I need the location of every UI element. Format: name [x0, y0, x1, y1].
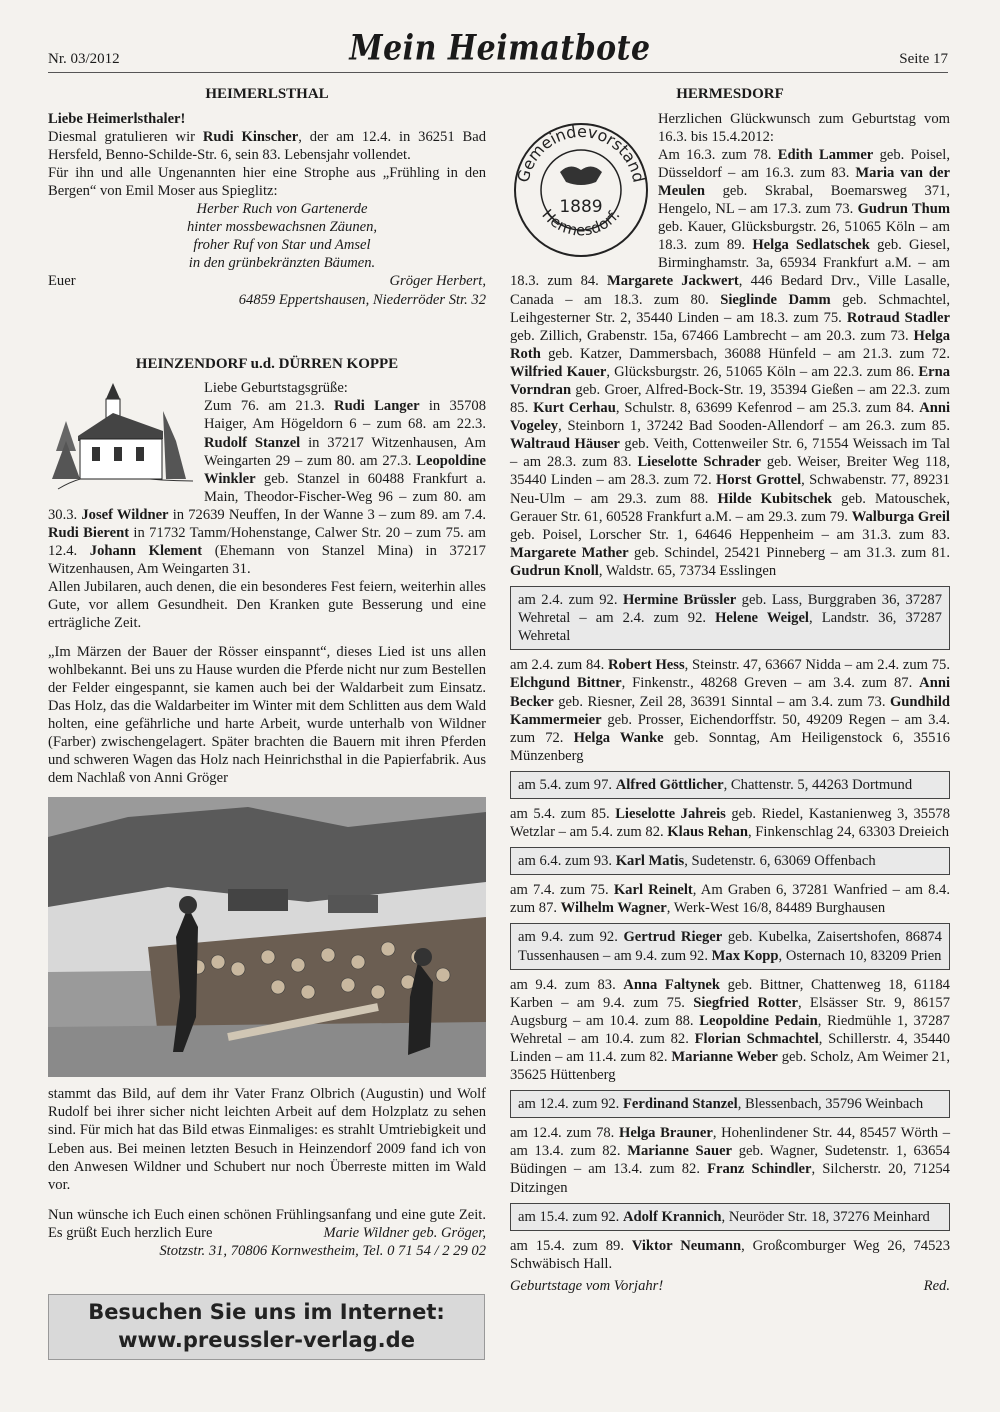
- masthead-logo: Mein Heimatbote: [349, 28, 651, 69]
- hermesdorf-intro: Herzlichen Glückwunsch zum Geburtstag vom 16.3. bis 15.4.2012:: [658, 110, 950, 145]
- birthday-paragraph: am 15.4. zum 89. Viktor Neumann, Großcomburger Weg 26, 74523 Schwäbisch Hall.: [510, 1237, 950, 1272]
- stamp-year: 1889: [559, 196, 603, 217]
- stamp-text-bottom: Hermesdorf.: [538, 205, 624, 240]
- poem-line: froher Ruf von Star und Amsel: [193, 237, 371, 254]
- highlight-box: am 9.4. zum 92. Gertrud Rieger geb. Kubelka, Zaisertshofen, 86874 Tussenhausen – am 9.4. zum 92. Max Kopp, Osternach 10, 83209 Prien: [510, 923, 950, 969]
- highlight-box: am 15.4. zum 92. Adolf Krannich, Neuröder Str. 18, 37276 Meinhard: [510, 1203, 950, 1231]
- highlight-box: am 2.4. zum 92. Hermine Brüssler geb. Lass, Burggraben 36, 37287 Wehretal – am 2.4. zum 92. Helene Weigel, Landstr. 36, 37287 Wehretal: [510, 586, 950, 650]
- hermesdorf-march-birthdays: Am 16.3. zum 78. Edith Lammer geb. Poisel, Düsseldorf – am 16.3. zum 83. Maria van der Meulen geb. Skrabal, Boemarsweg 371, Hengelo, NL – am 17.3. zum 73. Gudrun Thum geb. Kauer, Glücksburgstr. 26, 51065 Köln – am 18.3. zum 89. Helga Sedlatschek geb. Giesel, Birminghamstr. 3a, 65934 Frankfurt a.M. – am 18.3. zum 84. Margarete Jackwert, 446 Bedard Drv., Ville Lasalle, Canada – am 18.3. zum 80. Sieglinde Damm geb. Schmachtel, Leihgesterner Str. 2, 35440 Linden – am 18.3. zum 75. Rotraud Stadler geb. Zillich, Grabenstr. 15a, 67466 Lambrecht – am 20.3. zum 73. Helga Roth geb. Katzer, Dammersbach, 36088 Hünfeld – am 21.3. zum 72. Wilfried Kauer, Glücksburgstr. 26, 51065 Köln – am 22.3. zum 86. Erna Vorndran geb. Groer, Alfred-Bock-Str. 19, 35394 Gießen – am 22.3. zum 85. Kurt Cerhau, Schulstr. 8, 63699 Kefenrod – am 25.3. zum 84. Anni Vogeley, Steinborn 1, 37242 Bad Sooden-Allendorf – am 26.3. zum 85. Waltraud Häuser geb. Veith, Cottenweiler Str. 6, 71554 Weissach im Tal – am 28.3. zum 83. Lieselotte Schrader geb. Weiser, Breiter Weg 118, 35440 Linden – am 28.3. zum 72. Horst Grottel, Schwabenstr. 77, 89231 Neu-Ulm – am 29.3. zum 88. Hilde Kubitschek geb. Matouschek, Gerauer Str. 61, 60528 Frankfurt a.M. – am 29.3. zum 79. Walburga Greil geb. Poisel, Lorscher Str. 1, 64646 Heppenheim – am 31.3. zum 83. Margarete Mather geb. Schindel, 25421 Pinneberg – am 31.3. zum 81. Gudrun Knoll, Waldstr. 65, 73734 Esslingen: [510, 146, 951, 579]
- heinzendorf-greeting: Liebe Geburtstagsgrüße:: [204, 380, 348, 397]
- community-stamp: [510, 112, 652, 260]
- page-header: [0, 0, 1000, 80]
- right-column: [510, 85, 950, 1295]
- section-title-heimerlsthal: HEIMERLSTHAL: [205, 86, 329, 102]
- historic-photo-woodcutters: [48, 797, 486, 1077]
- birthday-paragraph: am 12.4. zum 78. Helga Brauner, Hohenlindener Str. 44, 85457 Wörth – am 13.4. zum 82. Marianne Sauer geb. Wagner, Sudetenstr. 1, 63654 Büdingen – am 13.4. zum 82. Franz Schindler, Silcherstr. 20, 71254 Ditzingen: [510, 1125, 950, 1196]
- highlight-box: am 12.4. zum 92. Ferdinand Stanzel, Blessenbach, 35796 Weinbach: [510, 1090, 950, 1118]
- highlight-box: am 6.4. zum 93. Karl Matis, Sudetenstr. 6, 63069 Offenbach: [510, 847, 950, 875]
- birthday-paragraph: am 7.4. zum 75. Karl Reinelt, Am Graben 6, 37281 Wanfried – am 8.4. zum 87. Wilhelm Wagner, Werk-West 16/8, 84489 Burghausen: [510, 882, 950, 917]
- poem: [78, 200, 486, 272]
- author: Gröger Herbert,: [389, 273, 486, 290]
- author-address: 64859 Eppertshausen, Niederröder Str. 32: [238, 291, 486, 308]
- photo-caption-text: stammt das Bild, auf dem ihr Vater Franz Olbrich (Augustin) und Wolf Rudolf bei ihrer sicher nicht leichten Arbeit auf dem Holzplatz zu sehen sind. Für mich hat das Bild etwas Einmaliges: es strahlt Umtriebigkeit und Leben aus. Bei meinen letzten Besuch in Heinzendorf 2009 fand ich von den Anwesen Wildner und Schubert nur noch Überreste mitten im Wald vor.: [48, 1086, 486, 1193]
- section-title-hermesdorf: HERMESDORF: [676, 86, 784, 102]
- church-illustration: [48, 381, 198, 493]
- poem-line: Herber Ruch von Gartenerde: [196, 201, 368, 218]
- banner-url-link[interactable]: www.preussler-verlag.de: [118, 1328, 415, 1353]
- footer-note: Geburtstage vom Vorjahr!: [510, 1277, 664, 1294]
- hermesdorf-footer: [510, 1277, 950, 1295]
- header-rule: [48, 72, 948, 73]
- poem-line: hinter mossbewachsnen Zäunen,: [186, 219, 378, 236]
- birthday-paragraph: am 5.4. zum 85. Lieselotte Jahreis geb. Riedel, Kastanienweg 3, 35578 Wetzlar – am 5.4. zum 82. Klaus Rehan, Finkenschlag 24, 63303 Dreieich: [510, 805, 950, 841]
- author: Marie Wildner geb. Gröger,: [323, 1224, 486, 1241]
- heinzendorf-wishes: Allen Jubilaren, auch denen, die ein besonderes Fest feiern, weiterhin alles Gute, vor allem Gesundheit. Den Kranken gute Besserung und eine erträgliche Zeit.: [48, 579, 486, 632]
- closing: Euer: [48, 273, 76, 290]
- left-column: [48, 85, 486, 1260]
- highlight-box: am 5.4. zum 97. Alfred Göttlicher, Chattenstr. 5, 44263 Dortmund: [510, 771, 950, 799]
- heinzendorf-story: „Im Märzen der Bauer der Rösser einspannt“, dieses Lied ist uns allen wohlbekannt. Bei uns zu Hause wurden die Pferde nicht nur zum Bestellen der Felder eingespannt, sie kamen auch bei der Waldarbeit zum Einsatz. Das Holz, das die Waldarbeiter im Winter mit dem Schlitten aus dem Wald holten, eine gefährliche und harte Arbeit, wurde unterhalb von Wildner (Farber) zwischengelagert. Später brachten die Bauern mit ihren Pferden und schweren Wagen das Holz nach Heinrichsthal in die Papierfabrik. Aus dem Nachlaß von Anni Gröger: [48, 643, 486, 787]
- banner-line1: Besuchen Sie uns im Internet:: [88, 1300, 445, 1324]
- internet-banner[interactable]: [48, 1294, 485, 1360]
- section-title-heinzendorf: HEINZENDORF u.d. DÜRREN KOPPE: [135, 355, 399, 372]
- heinzendorf-birthdays: Zum 76. am 21.3. Rudi Langer in 35708 Haiger, Am Högeldorn 6 – zum 68. am 22.3. Rudolf Stanzel in 37217 Witzenhausen, Am Weingarten 29 – zum 80. am 27.3. Leopoldine Winkler geb. Stanzel in 60488 Frankfurt a. Main, Theodor-Fischer-Weg 96 – zum 80. am 30.3. Josef Wildner in 72639 Neuffen, In der Wanne 3 – zum 89. am 7.4. Rudi Bierent in 71732 Tamm/Hohenstange, Calwer Str. 20 – zum 75. am 12.4. Johann Klement (Ehemann von Stanzel Mina) in 37217 Witzenhausen, Am Weingarten 31.: [48, 398, 487, 578]
- birthday-paragraph: am 2.4. zum 84. Robert Hess, Steinstr. 47, 63667 Nidda – am 2.4. zum 75. Elchgund Bittner, Finkenstr., 48268 Greven – am 3.4. zum 87. Anni Becker geb. Riesner, Zeil 28, 36391 Sinntal – am 3.4. zum 73. Gundhild Kammermeier geb. Prosser, Eichendorffstr. 50, 49209 Regen – am 3.4. zum 72. Helga Wanke geb. Sonntag, Am Heiligenstock 6, 35516 Münzenberg: [510, 657, 950, 764]
- heimerlsthal-intro: Diesmal gratulieren wir Rudi Kinscher, der am 12.4. in 36251 Bad Hersfeld, Benno-Schilde-Str. 6, sein 83. Lebensjahr vollendet.: [48, 128, 486, 163]
- poem-line: in den grünbekränzten Bäumen.: [188, 255, 376, 272]
- editor-mark: Red.: [923, 1277, 950, 1294]
- page-number: Seite 17: [899, 51, 948, 67]
- heimerlsthal-greeting: Liebe Heimerlsthaler!: [48, 110, 186, 127]
- heinzendorf-closing: Nun wünsche ich Euch einen schönen Frühlingsanfang und eine gute Zeit. Es grüßt Euch herzlich Eure Marie Wildner geb. Gröger,: [48, 1206, 486, 1241]
- author-address: Stotzstr. 31, 70806 Kornwestheim, Tel. 0 71 54 / 2 29 02: [159, 1243, 486, 1260]
- heimerlsthal-signature: [48, 272, 486, 290]
- issue-number: Nr. 03/2012: [48, 51, 120, 67]
- heimerlsthal-intro2: Für ihn und alle Ungenannten hier eine Strophe aus „Frühling in den Bergen“ von Emil Moser aus Spieglitz:: [48, 164, 486, 199]
- stamp-text-top: Gemeindevorstand: [513, 121, 649, 184]
- birthday-paragraph: am 9.4. zum 83. Anna Faltynek geb. Bittner, Chattenweg 18, 61184 Karben – am 9.4. zum 75. Siegfried Rotter, Elsässer Str. 9, 86157 Augsburg – am 10.4. zum 88. Leopoldine Pedain, Riedmühle 1, 37287 Wehretal – am 10.4. zum 82. Florian Schmachtel, Schillerstr. 4, 35440 Linden – am 11.4. zum 82. Marianne Weber geb. Scholz, Am Weimer 21, 35625 Hüttenberg: [510, 976, 950, 1084]
